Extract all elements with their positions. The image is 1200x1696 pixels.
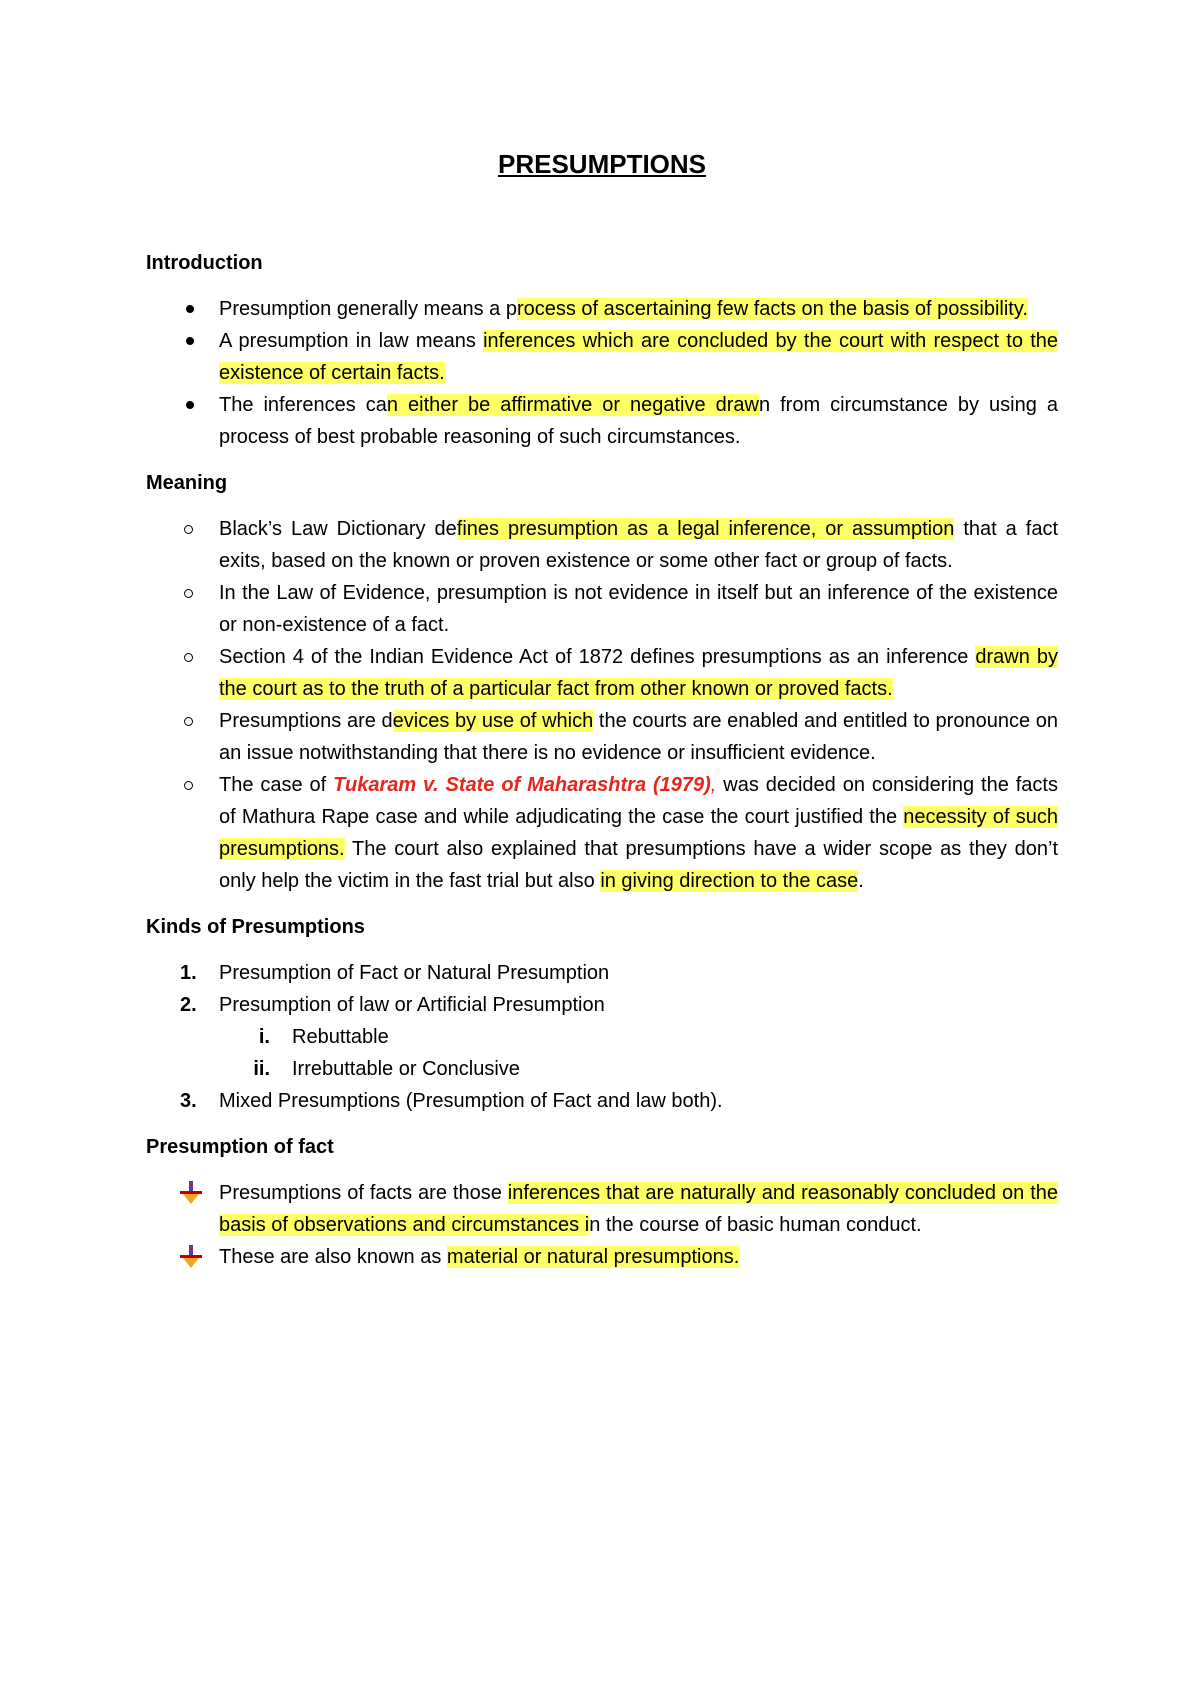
section-heading-presumption-of-fact: Presumption of fact [146, 1136, 334, 1158]
section-heading-kinds: Kinds of Presumptions [146, 916, 365, 938]
circle-bullet-icon [184, 717, 193, 726]
sub-list [219, 1021, 1058, 1085]
list-number: 2. [180, 994, 197, 1016]
list-number: 3. [180, 1090, 197, 1112]
list-item: Presumptions of facts are those inferences that are naturally and reasonably concluded on the basis of observations and circumstances in the course of basic human conduct. [146, 1177, 1058, 1241]
arrow-bullet-icon [180, 1245, 202, 1269]
sub-list-item: i. Rebuttable [146, 1021, 1058, 1053]
bullet-icon [186, 305, 194, 313]
roman-number: ii. [253, 1058, 270, 1080]
bullet-icon [186, 401, 194, 409]
highlighted-text: drawn by the court as to the truth of a particular fact from other known or proved facts. [219, 646, 1058, 700]
section-heading-meaning: Meaning [146, 472, 228, 494]
section-heading-introduction: Introduction [146, 252, 263, 274]
fact-list [146, 1177, 1058, 1273]
circle-bullet-icon [184, 653, 193, 662]
list-item-case: The case of Tukaram v. State of Maharashtra (1979), was decided on considering the facts of Mathura Rape case and while adjudicating the case the court justified the necessity of such presumptions. The court also explained that presumptions have a wider scope as they don’t only help the victim in the fast trial but also in giving direction to the case. [146, 769, 1058, 897]
highlighted-text: inferences which are concluded by the court with respect to the existence of certain facts. [219, 330, 1058, 384]
highlighted-text: n either be affirmative or negative draw [386, 394, 759, 416]
bullet-icon [186, 337, 194, 345]
introduction-list [146, 293, 1058, 453]
list-item: In the Law of Evidence, presumption is not evidence in itself but an inference of the existence or non-existence of a fact. [146, 577, 1058, 641]
list-item: 2. Presumption of law or Artificial Presumption i. Rebuttable ii. Irrebuttable or Conclusive [146, 989, 1058, 1085]
highlighted-text: fines presumption as a legal inference, or assumption [456, 518, 955, 540]
highlighted-text: inferences that are naturally and reasonably concluded on the basis of observations and circumstances i [219, 1182, 1059, 1236]
kinds-list [146, 957, 1058, 1117]
highlighted-text: rocess of ascertaining few facts on the basis of possibility. [516, 298, 1028, 320]
document-body [146, 146, 1058, 1287]
sub-list-item: ii. Irrebuttable or Conclusive [146, 1053, 1058, 1085]
list-item: The inferences can either be affirmative or negative drawn from circumstance by using a process of best probable reasoning of such circumstances. [146, 389, 1058, 453]
circle-bullet-icon [184, 589, 193, 598]
highlighted-text: material or natural presumptions. [446, 1246, 740, 1268]
page-title: PRESUMPTIONS [497, 149, 707, 179]
list-item: These are also known as material or natural presumptions. [146, 1241, 1058, 1273]
list-item: Section 4 of the Indian Evidence Act of 1872 defines presumptions as an inference drawn by the court as to the truth of a particular fact from other known or proved facts. [146, 641, 1058, 705]
list-item: 1. Presumption of Fact or Natural Presumption [146, 957, 1058, 989]
highlighted-text: necessity of such presumptions. [219, 806, 1058, 860]
meaning-list [146, 513, 1058, 897]
list-item: Presumption generally means a process of ascertaining few facts on the basis of possibility. [146, 293, 1058, 325]
highlighted-text: evices by use of which [392, 710, 594, 732]
roman-number: i. [258, 1026, 270, 1048]
list-item: A presumption in law means inferences which are concluded by the court with respect to the existence of certain facts. [146, 325, 1058, 389]
list-item: Presumptions are devices by use of which the courts are enabled and entitled to pronounce on an issue notwithstanding that there is no evidence or insufficient evidence. [146, 705, 1058, 769]
list-item: Black’s Law Dictionary defines presumption as a legal inference, or assumption that a fact exits, based on the known or proven existence or some other fact or group of facts. [146, 513, 1058, 577]
list-item: 3. Mixed Presumptions (Presumption of Fact and law both). [146, 1085, 1058, 1117]
highlighted-text: in giving direction to the case [600, 870, 859, 892]
circle-bullet-icon [184, 525, 193, 534]
case-citation: Tukaram v. State of Maharashtra (1979) [333, 774, 711, 796]
list-number: 1. [180, 962, 197, 984]
circle-bullet-icon [184, 781, 193, 790]
arrow-bullet-icon [180, 1181, 202, 1205]
